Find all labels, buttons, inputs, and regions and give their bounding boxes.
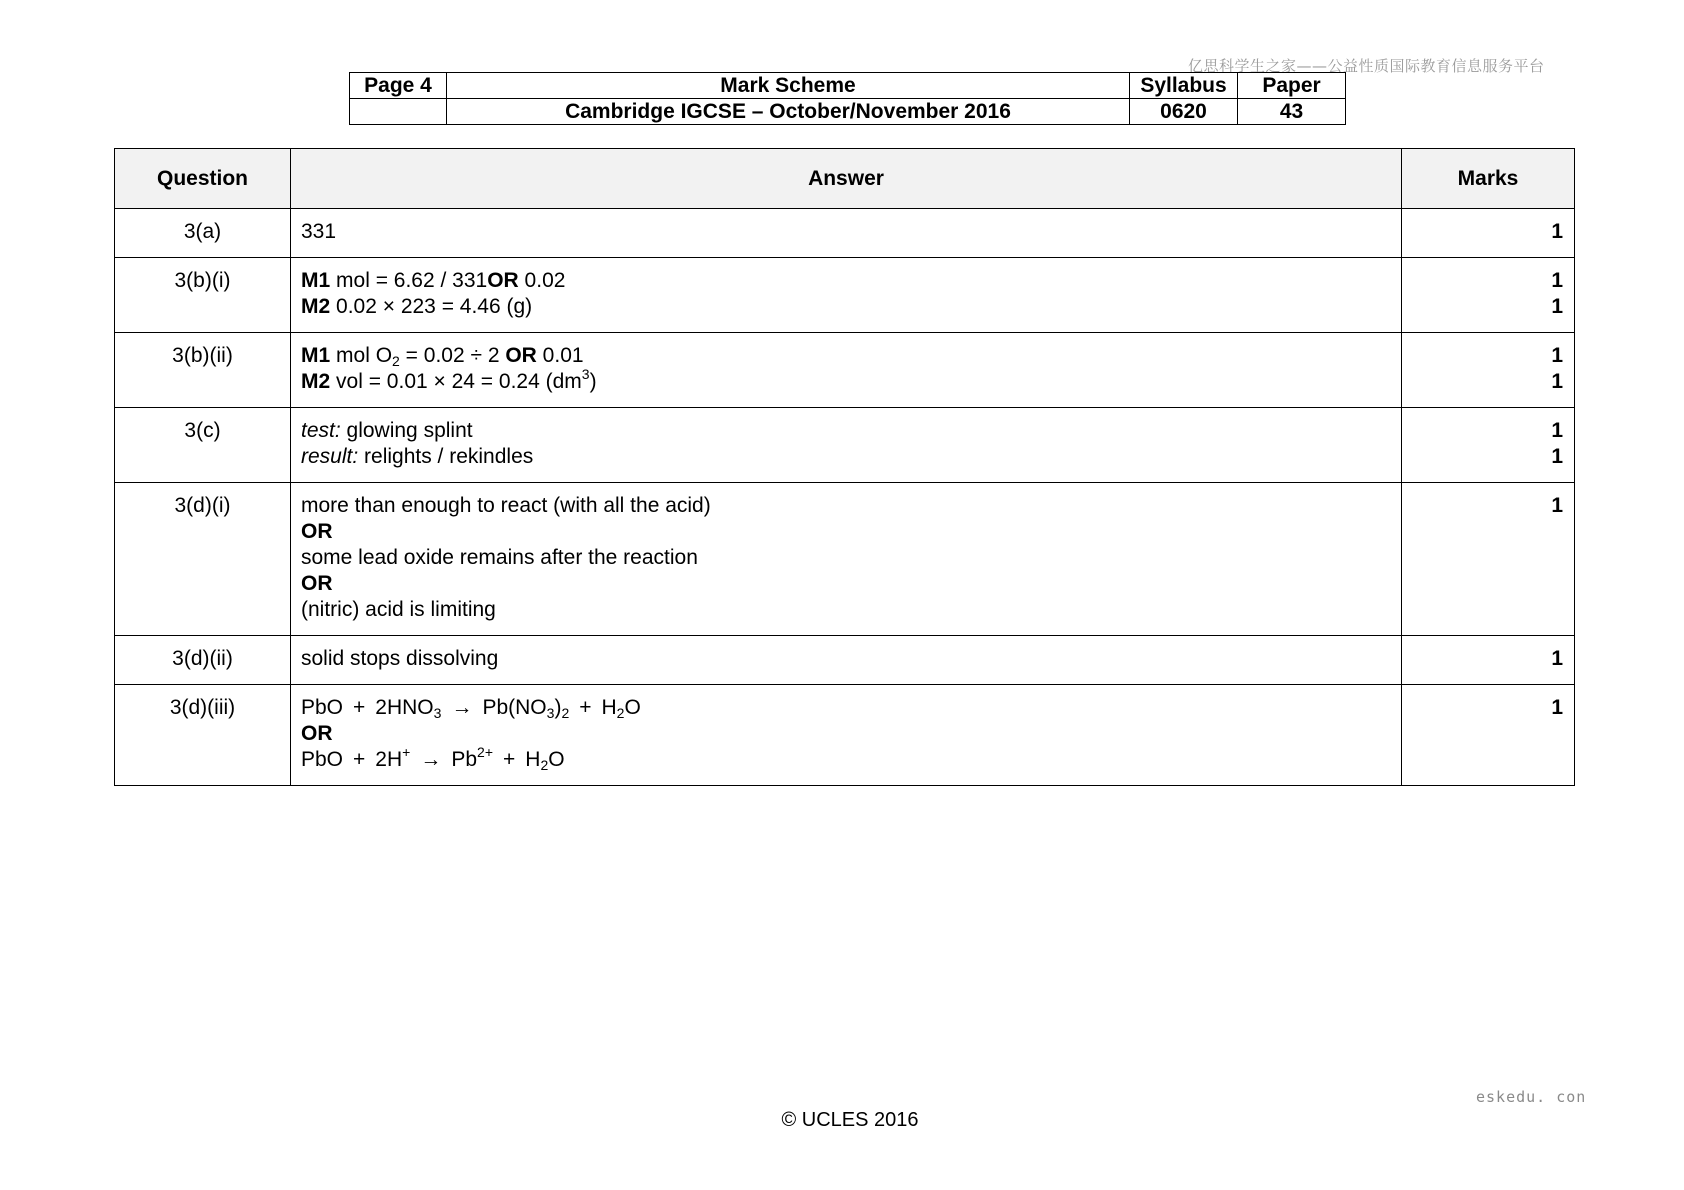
header-syllabus-label: Syllabus — [1130, 73, 1238, 99]
table-row — [115, 333, 1575, 408]
formula: ) — [554, 696, 562, 719]
plus-sign: + — [353, 748, 366, 771]
table-row — [115, 483, 1575, 636]
header-exam: Cambridge IGCSE – October/November 2016 — [447, 99, 1130, 125]
formula: O — [624, 696, 641, 719]
copyright-footer: © UCLES 2016 — [781, 1109, 919, 1131]
column-header-answer: Answer — [291, 149, 1402, 209]
question-cell: 3(d)(ii) — [115, 636, 291, 685]
formula: PbO — [301, 696, 344, 719]
formula: Pb — [451, 748, 478, 771]
mark-value: 1 — [1551, 344, 1563, 367]
header-table — [349, 72, 1346, 125]
mark-value: 1 — [1551, 370, 1563, 393]
superscript: 2+ — [477, 744, 493, 760]
header-paper: 43 — [1238, 99, 1346, 125]
marks-cell — [1402, 636, 1575, 685]
answer-line — [301, 418, 1391, 444]
answer-line: solid stops dissolving — [301, 647, 499, 670]
formula: Pb(NO — [482, 696, 547, 719]
method-label: M2 — [301, 295, 331, 318]
answer-cell — [291, 685, 1402, 786]
answer-text: mol O — [330, 344, 393, 367]
answer-line — [301, 268, 1391, 294]
plus-sign: + — [353, 696, 366, 719]
header-paper-label: Paper — [1238, 73, 1346, 99]
question-cell: 3(a) — [115, 209, 291, 258]
answer-line — [301, 366, 1391, 395]
question-cell: 3(d)(i) — [115, 483, 291, 636]
formula: PbO — [301, 748, 344, 771]
method-label: M1 — [301, 344, 331, 367]
answer-line: 331 — [301, 220, 337, 243]
answer-cell — [291, 209, 1402, 258]
marks-cell — [1402, 685, 1575, 786]
marks-cell — [1402, 483, 1575, 636]
table-row — [115, 209, 1575, 258]
or-keyword: OR — [301, 572, 333, 595]
answer-cell — [291, 636, 1402, 685]
marks-cell — [1402, 258, 1575, 333]
italic-label: test: — [301, 419, 341, 442]
answer-text: 0.01 — [536, 344, 584, 367]
marks-cell — [1402, 408, 1575, 483]
table-row — [115, 685, 1575, 786]
answer-text: relights / rekindles — [358, 445, 534, 468]
table-row — [115, 258, 1575, 333]
answer-text: vol = 0.01 × 24 = 0.24 (dm — [330, 370, 582, 393]
subscript: 2 — [561, 705, 570, 721]
plus-sign: + — [503, 748, 516, 771]
header-syllabus: 0620 — [1130, 99, 1238, 125]
answer-text: 0.02 — [518, 269, 566, 292]
method-label: M1 — [301, 269, 331, 292]
answer-line — [301, 343, 1391, 369]
ionic-equation — [301, 744, 1391, 773]
answer-text: = 0.02 ÷ 2 — [399, 344, 506, 367]
answer-line — [301, 294, 1391, 320]
answer-line: some lead oxide remains after the reaction — [301, 546, 698, 569]
marks-cell — [1402, 209, 1575, 258]
mark-value: 1 — [1551, 445, 1563, 468]
answer-line: (nitric) acid is limiting — [301, 598, 496, 621]
or-keyword: OR — [301, 520, 333, 543]
arrow-symbol: → — [420, 748, 442, 771]
answer-text: ) — [589, 370, 597, 393]
chemical-equation — [301, 695, 1391, 721]
watermark-top: 亿思科学生之家——公益性质国际教育信息服务平台 — [1188, 57, 1545, 75]
superscript: 3 — [581, 366, 590, 382]
header-empty-cell — [350, 99, 447, 125]
header-title: Mark Scheme — [447, 73, 1130, 99]
answer-cell — [291, 483, 1402, 636]
formula: H — [525, 748, 541, 771]
header-page: Page 4 — [350, 73, 447, 99]
mark-value: 1 — [1551, 494, 1563, 517]
column-header-marks: Marks — [1402, 149, 1575, 209]
mark-value: 1 — [1551, 647, 1563, 670]
or-keyword: OR — [487, 269, 519, 292]
italic-label: result: — [301, 445, 359, 468]
answer-text: 0.02 × 223 = 4.46 (g) — [330, 295, 533, 318]
or-keyword: OR — [505, 344, 537, 367]
column-header-question: Question — [115, 149, 291, 209]
question-cell: 3(d)(iii) — [115, 685, 291, 786]
answer-line: more than enough to react (with all the acid) — [301, 494, 711, 517]
or-keyword: OR — [301, 722, 333, 745]
answer-cell — [291, 333, 1402, 408]
answer-line — [301, 444, 1391, 470]
formula: O — [548, 748, 565, 771]
answer-cell — [291, 408, 1402, 483]
mark-value: 1 — [1551, 696, 1563, 719]
superscript: + — [402, 744, 411, 760]
table-header-row — [115, 149, 1575, 209]
mark-value: 1 — [1551, 220, 1563, 243]
formula: H — [601, 696, 617, 719]
plus-sign: + — [579, 696, 592, 719]
mark-value: 1 — [1551, 269, 1563, 292]
answer-text: glowing splint — [340, 419, 473, 442]
subscript: 3 — [546, 705, 555, 721]
arrow-symbol: → — [451, 696, 473, 719]
mark-scheme-table — [114, 148, 1575, 786]
table-row — [115, 408, 1575, 483]
subscript: 2 — [392, 353, 400, 369]
question-cell: 3(b)(ii) — [115, 333, 291, 408]
answer-cell — [291, 258, 1402, 333]
subscript: 2 — [540, 757, 549, 773]
table-row — [115, 636, 1575, 685]
formula: 2H — [375, 748, 403, 771]
mark-value: 1 — [1551, 295, 1563, 318]
formula: 2HNO — [375, 696, 434, 719]
question-cell: 3(c) — [115, 408, 291, 483]
subscript: 2 — [616, 705, 625, 721]
watermark-bottom: eskedu. con — [1476, 1088, 1587, 1106]
marks-cell — [1402, 333, 1575, 408]
method-label: M2 — [301, 370, 331, 393]
question-cell: 3(b)(i) — [115, 258, 291, 333]
mark-value: 1 — [1551, 419, 1563, 442]
subscript: 3 — [433, 705, 442, 721]
answer-text: mol = 6.62 / 331 — [330, 269, 488, 292]
